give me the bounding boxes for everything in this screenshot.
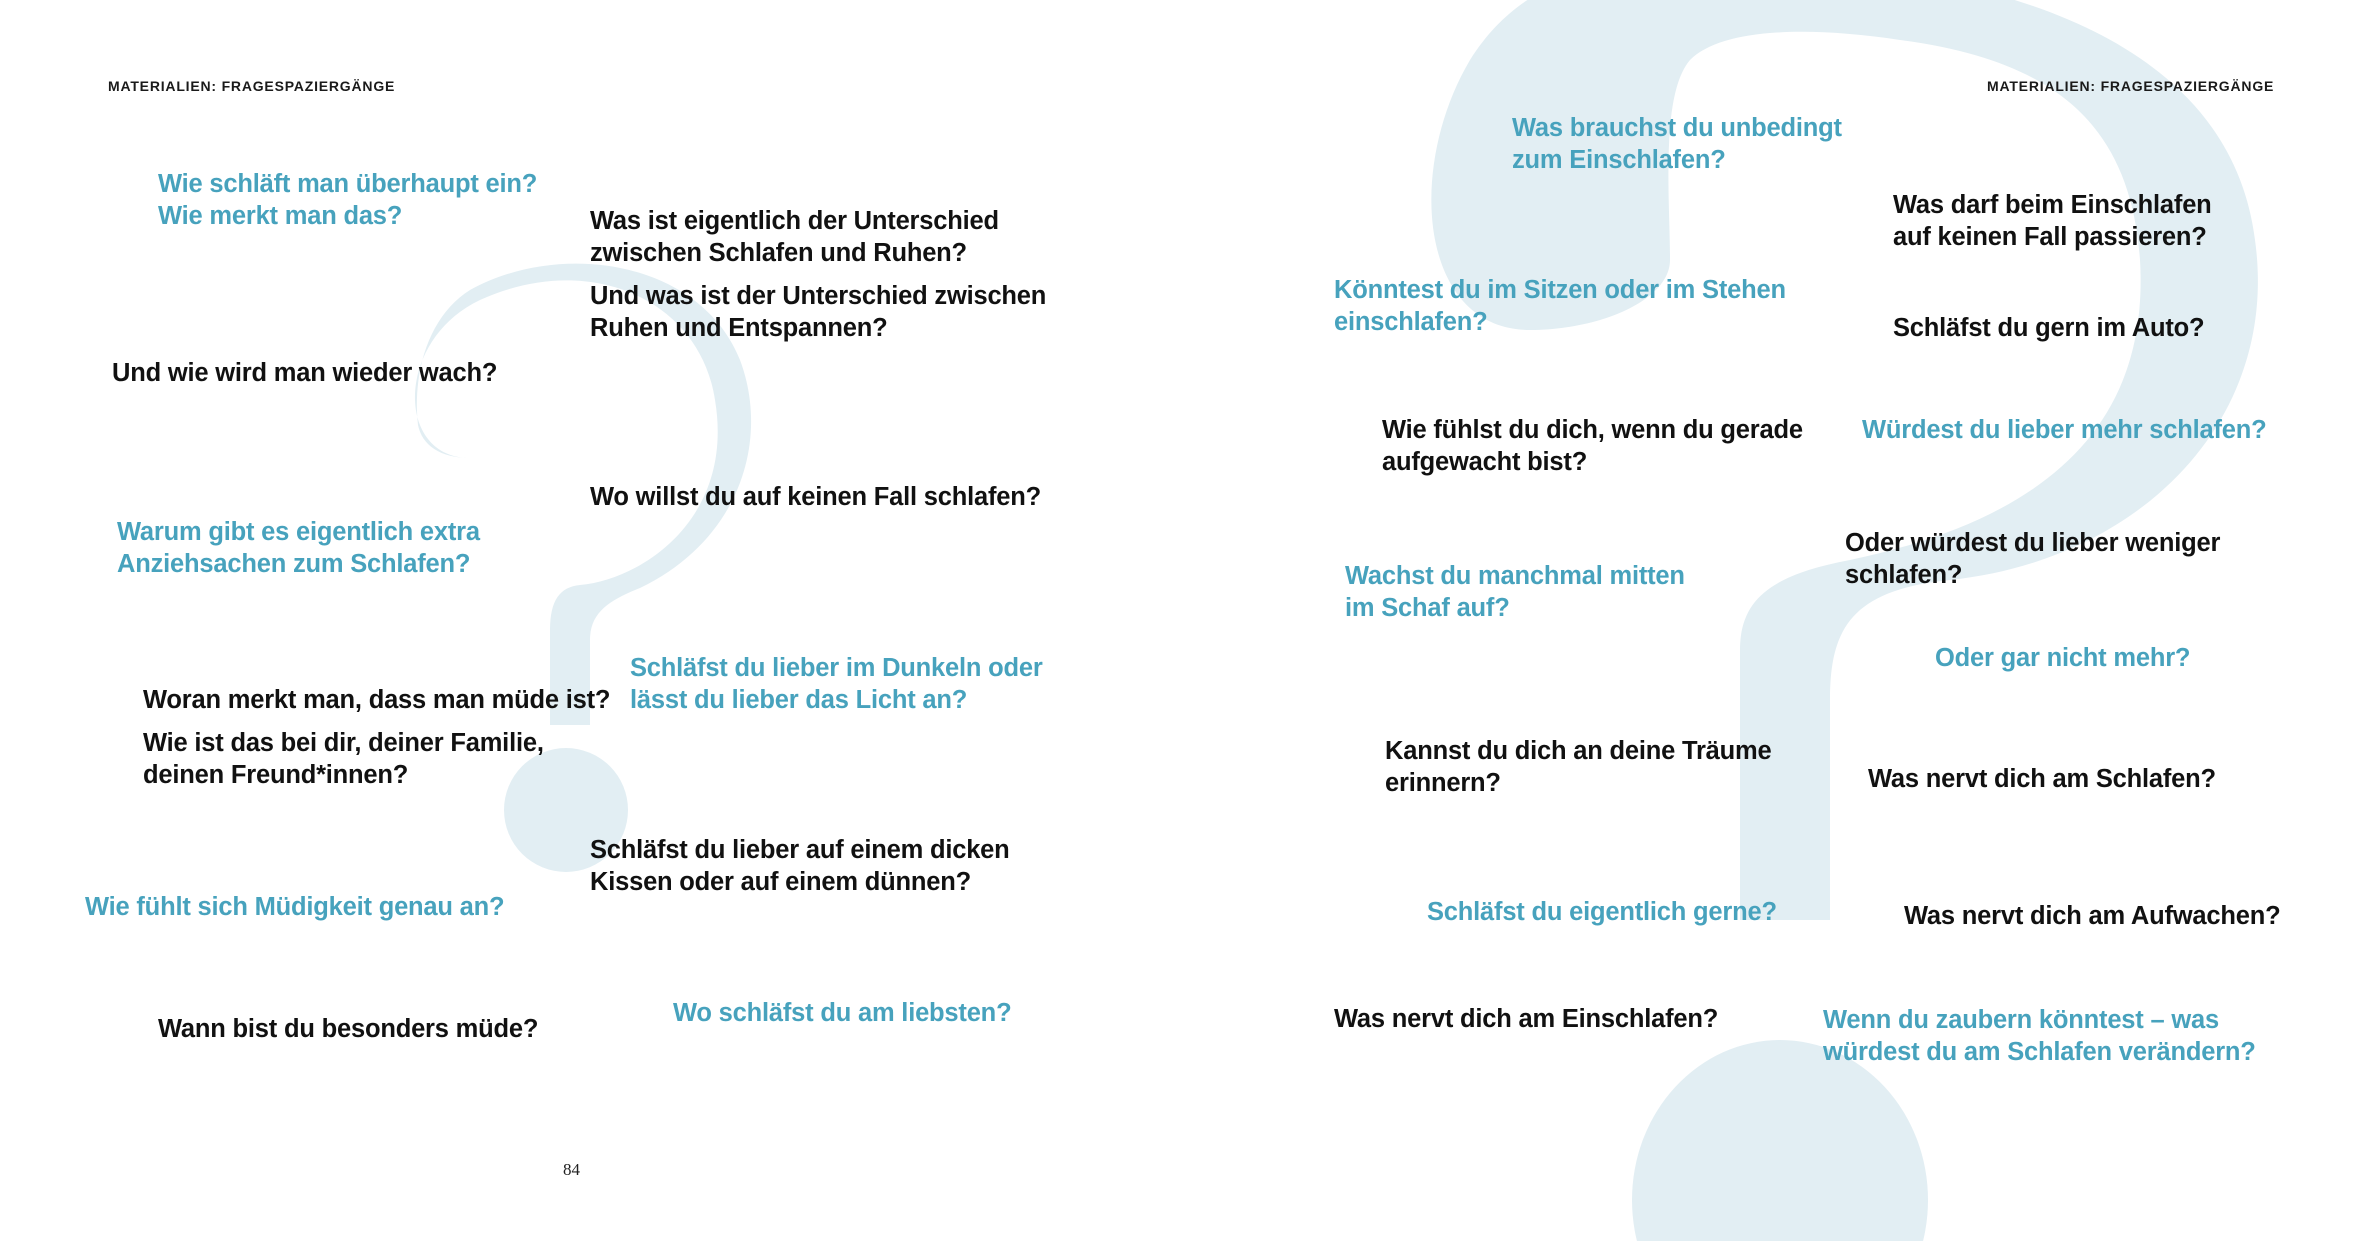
left-question-1: Wie schläft man überhaupt ein? Wie merkt man das? [158, 170, 538, 230]
right-question-1: Was brauchst du unbedingt zum Einschlafen? [1512, 114, 1842, 174]
left-question-2: Was ist eigentlich der Unterschied zwischen Schlafen und Ruhen? [590, 207, 999, 267]
left-page-header: MATERIALIEN: FRAGESPAZIERGÄNGE [108, 78, 396, 94]
right-question-11: Was nervt dich am Schlafen? [1868, 765, 2216, 793]
page-number: 84 [563, 1160, 580, 1179]
left-question-8: Woran merkt man, dass man müde ist? [143, 686, 611, 714]
left-question-6: Warum gibt es eigentlich extra Anziehsachen zum Schlafen? [117, 518, 480, 578]
left-question-10: Schläfst du lieber auf einem dicken Kissen oder auf einem dünnen? [590, 836, 1010, 896]
left-question-12: Wo schläfst du am liebsten? [673, 999, 1012, 1027]
right-question-5: Wie fühlst du dich, wenn du gerade aufgewacht bist? [1382, 416, 1803, 476]
left-question-11: Wie fühlt sich Müdigkeit genau an? [85, 893, 505, 921]
right-question-2: Was darf beim Einschlafen auf keinen Fall passieren? [1893, 191, 2212, 251]
right-question-12: Schläfst du eigentlich gerne? [1427, 898, 1777, 926]
right-question-9: Oder gar nicht mehr? [1935, 644, 2191, 672]
left-question-9: Wie ist das bei dir, deiner Familie, deinen Freund*innen? [143, 729, 544, 789]
left-question-4: Und wie wird man wieder wach? [112, 359, 498, 387]
right-question-13: Was nervt dich am Aufwachen? [1904, 902, 2281, 930]
right-question-14: Was nervt dich am Einschlafen? [1334, 1005, 1719, 1033]
left-question-3: Und was ist der Unterschied zwischen Ruhen und Entspannen? [590, 282, 1047, 342]
left-question-5: Wo willst du auf keinen Fall schlafen? [590, 483, 1042, 511]
right-question-10: Kannst du dich an deine Träume erinnern? [1385, 737, 1772, 797]
right-question-4: Schläfst du gern im Auto? [1893, 314, 2205, 342]
right-question-7: Oder würdest du lieber weniger schlafen? [1845, 529, 2221, 589]
right-page-header: MATERIALIEN: FRAGESPAZIERGÄNGE [1987, 78, 2275, 94]
right-question-3: Könntest du im Sitzen oder im Stehen einschlafen? [1334, 276, 1786, 336]
left-question-7: Schläfst du lieber im Dunkeln oder lässt du lieber das Licht an? [630, 654, 1043, 714]
left-question-13: Wann bist du besonders müde? [158, 1015, 539, 1043]
right-question-6: Würdest du lieber mehr schlafen? [1862, 416, 2267, 444]
right-question-8: Wachst du manchmal mitten im Schaf auf? [1345, 562, 1685, 622]
right-question-15: Wenn du zaubern könntest – was würdest du am Schlafen verändern? [1823, 1006, 2256, 1066]
